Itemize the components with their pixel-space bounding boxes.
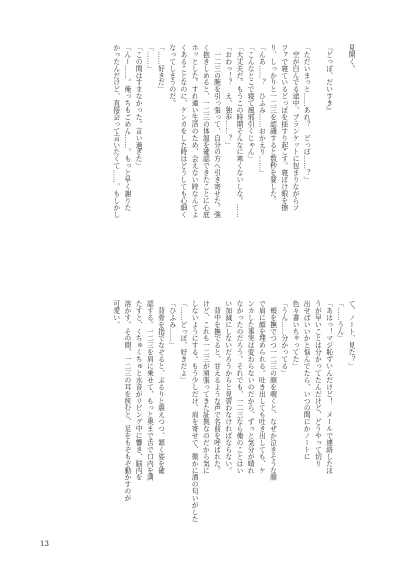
text-line	[334, 44, 345, 272]
text-line: 「んあ……？ ひふみ……おかえり……」	[257, 44, 266, 177]
text-line: 「うん……分かってる」	[279, 300, 288, 377]
text-line: 溶かす。その間、一二三の耳を挟むと、足をもぞもぞ動かすのが	[122, 300, 131, 502]
text-line: たすと、くちゅくちゅと水音がリビング中に響き、脳内を	[134, 300, 143, 481]
text-line: 「……どっぽ、好きだよ」	[178, 300, 187, 384]
text-block-upper	[38, 44, 356, 272]
text-line: 「ただいまっと……あれ？ どっぽ……？」	[302, 44, 311, 183]
text-line: うが早いことは分かってたんだけど、どうやって切り	[313, 300, 322, 467]
text-line: い加減にしないだろうからと見習わなければならない。	[223, 300, 232, 474]
text-line: 背中を撫でると、甘えるような声で名前を呼ばれた。	[212, 300, 221, 474]
text-line: 「ひふみ……」	[167, 300, 176, 349]
text-line: 「この間はすまなかった。言い過ぎた」	[134, 44, 143, 170]
text-line: 背骨を指でなぞると、ぶるりと震えつつ、頷く姿を確	[156, 300, 165, 474]
text-line: 「……うん」	[335, 300, 344, 342]
text-line: ンカした事実は変わらないのだから、ずっと気分が晴れ	[246, 300, 255, 474]
text-line: くあることなのに、ケンカをした時はどうしても心細く	[178, 44, 187, 218]
text-line: 認する。一二三を肩に乗せて、もっと奥まで舌で口内を満	[145, 300, 154, 481]
text-block-lower	[38, 300, 356, 522]
text-line: 『どっぽ、だいすき』	[324, 44, 333, 114]
text-line: 色々書いちゃってた」	[290, 300, 299, 370]
text-line: 出せばいいかと悩んでたら、いつの間にかノートに	[302, 300, 311, 460]
text-line: 「んー……。俺っちもごめん……。もっと早く謝りた	[122, 44, 131, 211]
text-line: しないようにする。もう少しだけ、肩を寄せて、微かに酒の匂いがした	[190, 300, 199, 523]
page-number: 13	[40, 540, 49, 548]
text-line: 頬を撫でつつ一二三の顔を覗くと、なぜか泣きそうな顔	[268, 300, 277, 481]
text-line: 「おわっ！？ え、独歩……？」	[223, 44, 232, 149]
text-line: て、ノート、見た？」	[347, 300, 355, 370]
text-line: かったんだけど、直接会って言いたくて……。もしかし	[111, 44, 120, 218]
text-line: 見開く。	[347, 44, 355, 72]
text-line: ホッとした。すれ違い生活のため、会えない時なんてよ	[190, 44, 199, 218]
text-line: 「大丈夫だ。もうこの時期そんなに寒くないしな。……	[234, 44, 243, 218]
text-line: ファで寝ているどっぽを揺すり起こす。寝ぼけ眼を擦	[279, 44, 288, 211]
text-line: なってしまうのだ。	[167, 44, 176, 107]
text-line: なかったのだろう。それでも、一二三なら俺のことはい	[234, 300, 243, 474]
text-line: く抱きしめると、一二三の体温を確認できたことに心底	[201, 44, 210, 218]
text-line: 可愛い。	[111, 300, 120, 328]
text-line: 「……」	[145, 44, 154, 72]
text-line: けど、これも一二三が頑張ってきた証拠なのだから気に	[201, 300, 210, 474]
text-line: で肩に顔を埋められる。吐き出しても吐き出しても、ケ	[257, 300, 266, 474]
text-line	[311, 44, 322, 272]
text-line: 「あはっ！マジ恥ずいんだけど！ メールで連絡したほ	[324, 300, 333, 474]
text-line: 「こんなとこで寝て風邪引くじゃん」	[246, 44, 255, 163]
text-line: 一二三の腕を引っ張って、自分の方へ引き寄せた。強	[212, 44, 221, 218]
text-line: 空が白んでる途中、ブランケットに包まりながらソ	[290, 44, 299, 211]
text-line: り、しっかりと一二三を認識すると数秒を要した。	[268, 44, 277, 204]
text-line: 「……好きだ」	[156, 44, 165, 93]
